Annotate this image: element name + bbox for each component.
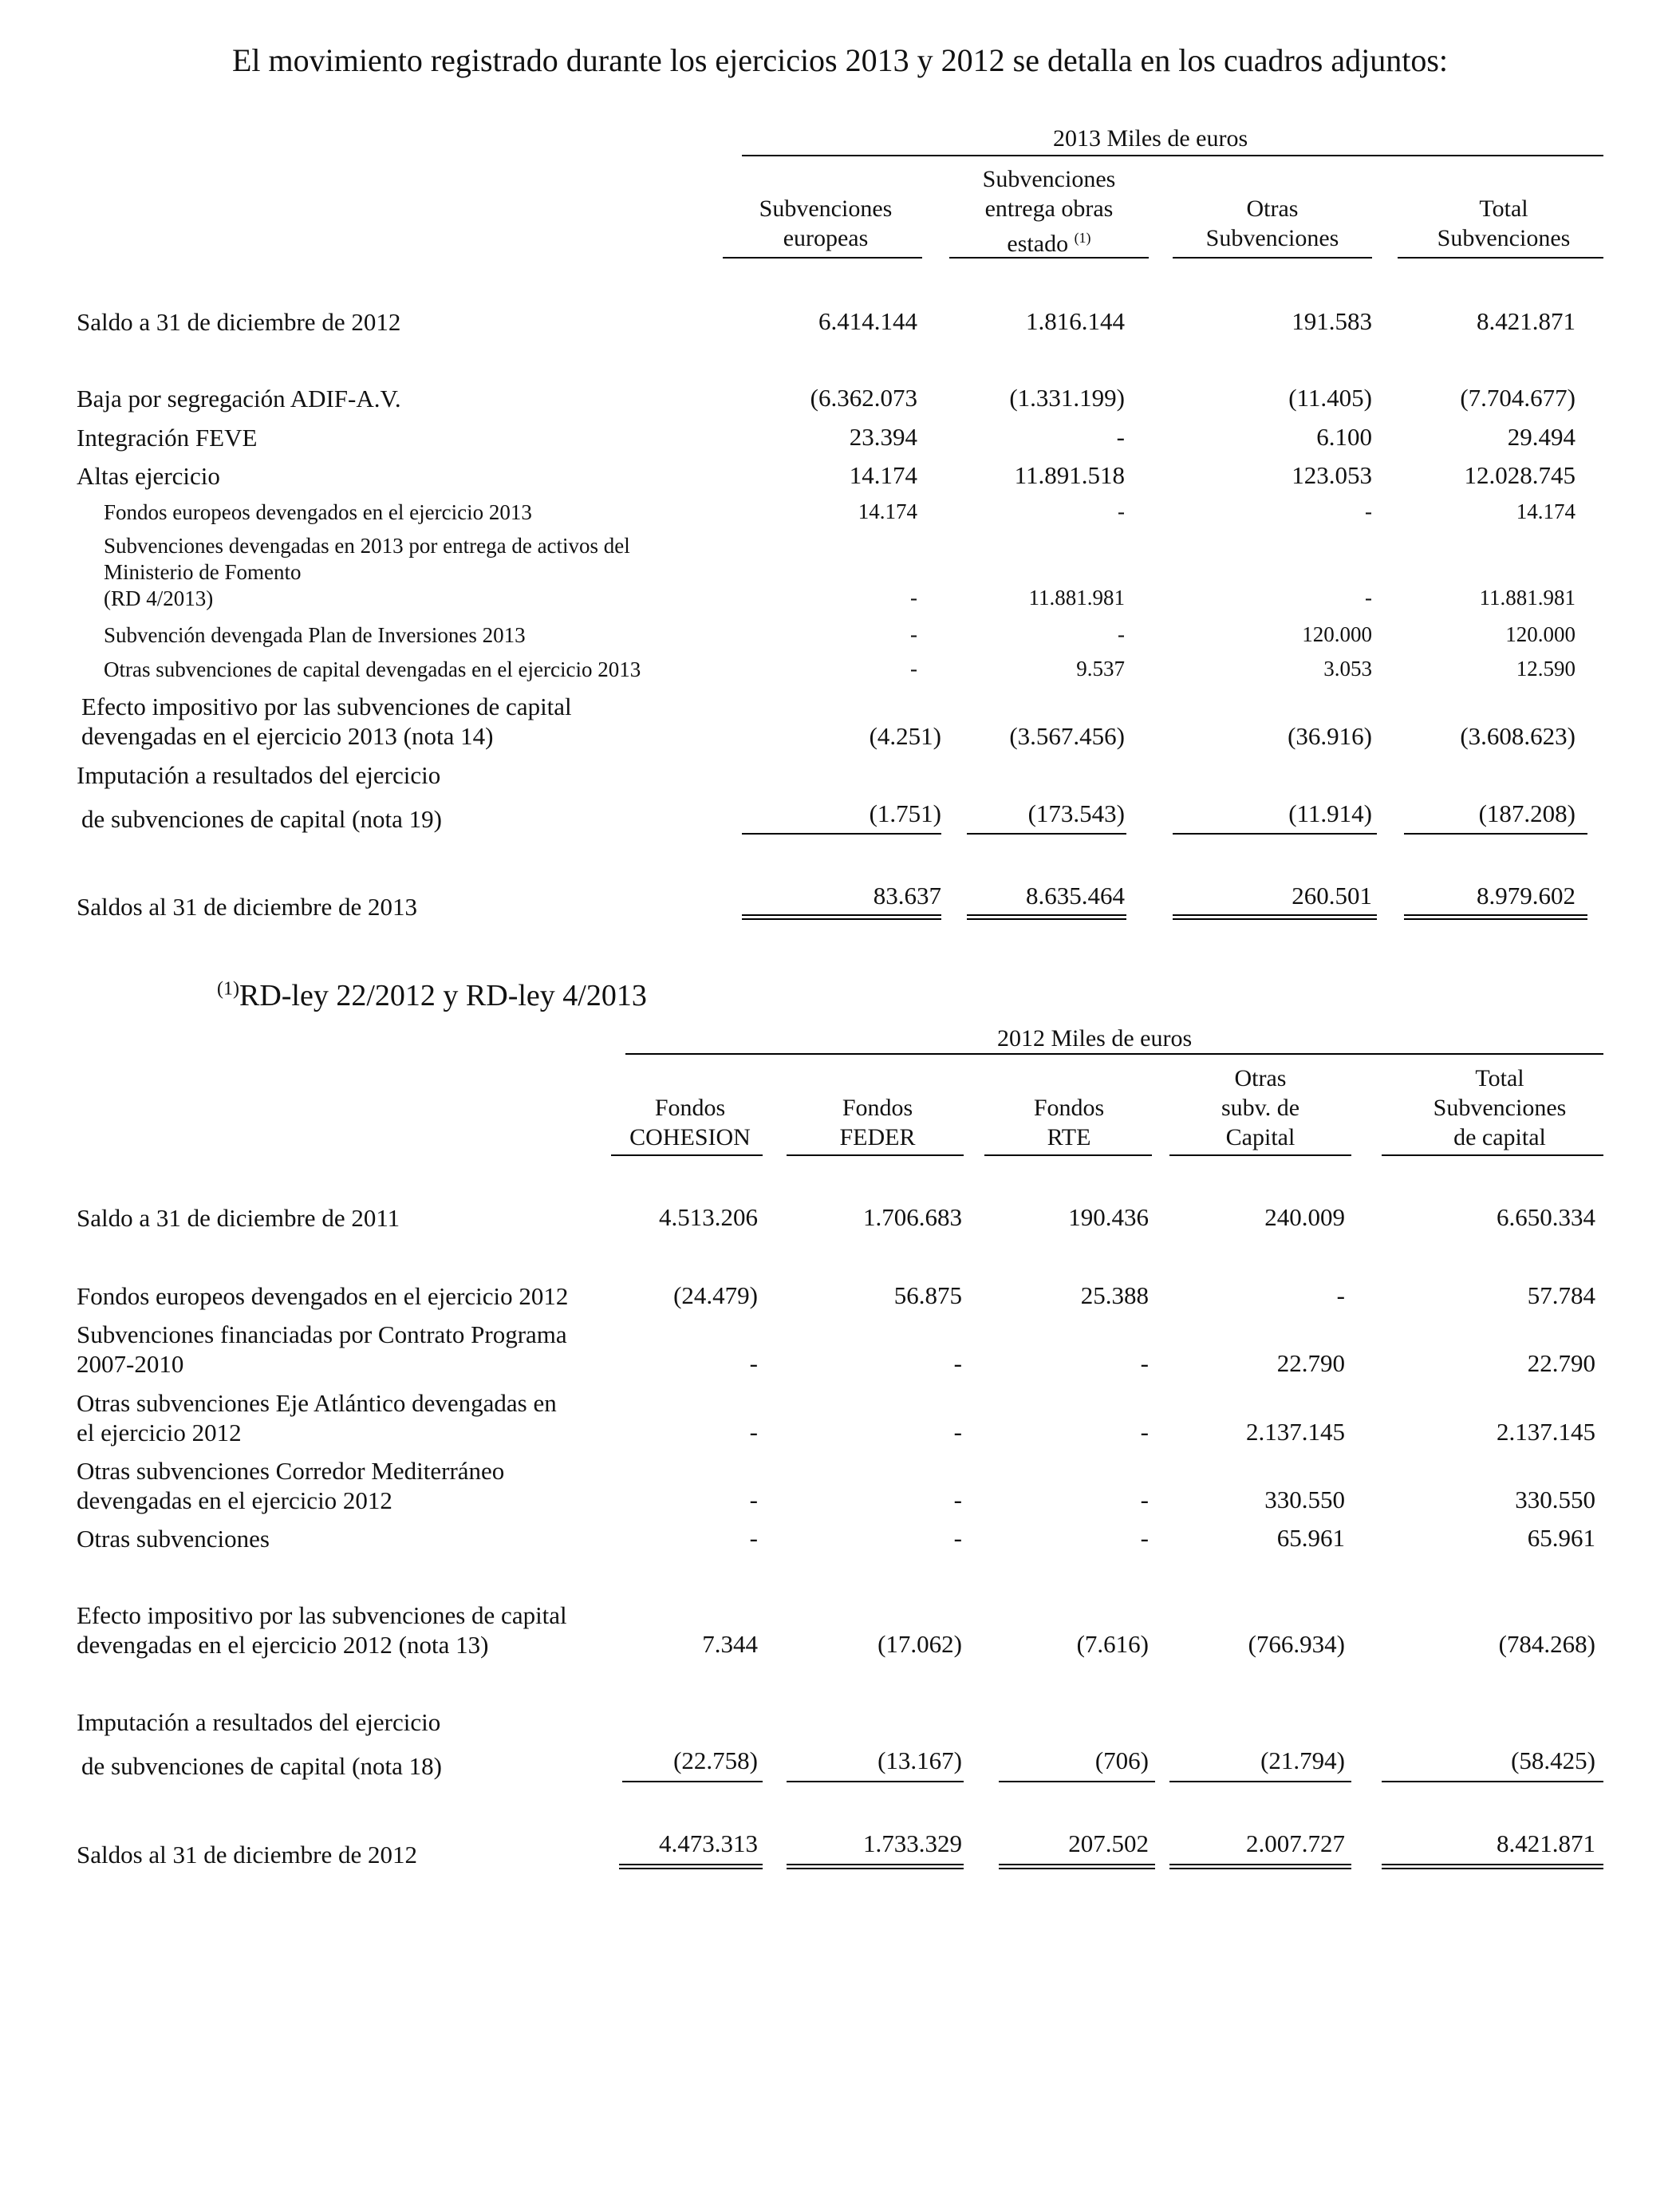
t2013-cell: 11.881.981 [1028, 586, 1125, 610]
t2013-cell: 1.816.144 [1026, 307, 1125, 335]
t2013-subtotal-rule [742, 833, 941, 835]
t2012-cell: - [1140, 1486, 1149, 1513]
t2012-cell: - [749, 1418, 758, 1446]
t2012-cell: (13.167) [877, 1746, 962, 1774]
t2013-cell: (11.914) [1288, 799, 1372, 827]
t2012-row-label-saldo-2011: Saldo a 31 de diciembre de 2011 [77, 1204, 400, 1232]
t2012-cell: 65.961 [1276, 1524, 1345, 1552]
t2012-cell: 1.706.683 [863, 1203, 962, 1231]
t2012-cell: 2.137.145 [1497, 1418, 1595, 1446]
t2012-cell: 2.137.145 [1246, 1418, 1345, 1446]
t2013-cell: 12.590 [1516, 657, 1575, 681]
t2013-cell: 120.000 [1302, 622, 1372, 646]
t2012-cell: - [749, 1349, 758, 1377]
t2012-row-label-otras-subvenciones: Otras subvenciones [77, 1525, 270, 1553]
t2012-cell: - [953, 1486, 962, 1513]
t2013-cell: (173.543) [1027, 799, 1125, 827]
t2012-cell: - [1336, 1281, 1345, 1309]
t2013-row-label-plan-inversiones: Subvención devengada Plan de Inversiones 2013 [104, 623, 526, 647]
t2012-subtotal-rule [622, 1781, 763, 1782]
intro-text: El movimiento registrado durante los ejercicios 2013 y 2012 se detalla en los cuadros adjuntos: [231, 42, 1449, 78]
t2013-row-label-fondos-europeos-2013: Fondos europeos devengados en el ejercicio 2013 [104, 500, 532, 524]
t2013-total-double-rule [967, 914, 1126, 920]
t2013-cell: 8.635.464 [1026, 882, 1125, 910]
t2013-cell: 23.394 [849, 423, 917, 451]
t2012-cell: 56.875 [893, 1281, 962, 1309]
footnote: $^{(1)}$RD-ley 22/2012 y RD-ley 4/2013 [217, 978, 647, 1012]
t2013-cell: 83.637 [873, 882, 941, 910]
t2012-cell: 4.513.206 [659, 1203, 758, 1231]
t2013-cell: 12.028.745 [1464, 461, 1575, 489]
table-2012-title: 2012 Miles de euros [997, 1025, 1193, 1052]
t2012-cell: 330.550 [1515, 1486, 1595, 1513]
t2012-cell: (706) [1094, 1746, 1149, 1774]
t2012-cell: (766.934) [1248, 1630, 1345, 1658]
t2012-row-label-fondos-europeos-2012: Fondos europeos devengados en el ejercicio 2012 [77, 1282, 569, 1310]
t2013-row-label-imputacion-2: de subvenciones de capital (nota 19) [81, 805, 442, 833]
t2013-cell: 29.494 [1507, 423, 1575, 451]
t2012-row-label-saldos-2012: Saldos al 31 de diciembre de 2012 [77, 1841, 418, 1869]
t2013-cell: - [1118, 622, 1125, 646]
t2013-cell: - [1365, 499, 1372, 523]
t2012-cell: 2.007.727 [1246, 1829, 1345, 1857]
t2013-cell: 14.174 [1516, 499, 1575, 523]
t2012-row-label-imputacion-2: de subvenciones de capital (nota 18) [81, 1752, 442, 1780]
t2013-row-label-altas-ejercicio: Altas ejercicio [77, 462, 220, 490]
t2013-total-double-rule [1404, 914, 1587, 920]
t2013-row-label-imputacion-1: Imputación a resultados del ejercicio [77, 761, 441, 789]
t2013-cell: 11.891.518 [1014, 461, 1125, 489]
t2013-subtotal-rule [1173, 833, 1377, 835]
t2013-row-label-saldo-2012: Saldo a 31 de diciembre de 2012 [77, 308, 401, 336]
t2012-subtotal-rule [1169, 1781, 1351, 1782]
t2012-cell: - [749, 1486, 758, 1513]
t2012-cell: 22.790 [1276, 1349, 1345, 1377]
t2012-cell: 4.473.313 [659, 1829, 758, 1857]
t2013-cell: (6.362.073 [810, 384, 917, 412]
t2013-col-header-total-subvenciones: Total Subvenciones [1437, 195, 1571, 251]
t2012-cell: (21.794) [1260, 1746, 1345, 1774]
t2013-subtotal-rule [967, 833, 1126, 835]
t2013-cell: (11.405) [1288, 384, 1372, 412]
t2012-col-rule [1169, 1154, 1351, 1156]
t2013-cell: (36.916) [1288, 722, 1372, 750]
t2012-cell: (7.616) [1076, 1630, 1149, 1658]
t2012-col-header-otras-subv-capital: Otras subv. de Capital [1221, 1065, 1300, 1150]
t2013-total-double-rule [742, 914, 941, 920]
t2013-cell: (187.208) [1478, 799, 1575, 827]
t2012-row-label-corredor-mediterraneo: Otras subvenciones Corredor Mediterráneo devengadas en el ejercicio 2012 [77, 1457, 505, 1514]
t2013-cell: (1.331.199) [1009, 384, 1125, 412]
t2012-row-label-eje-atlantico: Otras subvenciones Eje Atlántico devengadas en el ejercicio 2012 [77, 1389, 557, 1446]
t2013-cell: - [910, 622, 917, 646]
t2012-col-rule [984, 1154, 1152, 1156]
t2012-row-label-imputacion-1: Imputación a resultados del ejercicio [77, 1708, 441, 1736]
t2012-total-double-rule [999, 1864, 1155, 1869]
table-2013-title-rule [742, 155, 1603, 156]
t2013-cell: (1.751) [869, 799, 941, 827]
t2012-cell: - [1140, 1418, 1149, 1446]
t2013-col-header-subvenciones-europeas: Subvenciones europeas [759, 195, 893, 251]
t2012-col-header-fondos-rte: Fondos RTE [1033, 1095, 1105, 1150]
t2012-subtotal-rule [1382, 1781, 1603, 1782]
t2012-col-rule [611, 1154, 763, 1156]
t2013-row-label-efecto-impositivo: Efecto impositivo por las subvenciones de capital devengadas en el ejercicio 2013 (nota 14) [81, 693, 572, 750]
t2013-subtotal-rule [1404, 833, 1587, 835]
t2012-cell: (22.758) [673, 1746, 758, 1774]
t2012-cell: 25.388 [1080, 1281, 1149, 1309]
t2013-cell: 120.000 [1505, 622, 1575, 646]
t2012-row-label-contrato-programa: Subvenciones financiadas por Contrato Programa 2007-2010 [77, 1320, 567, 1378]
t2012-total-double-rule [1169, 1864, 1351, 1869]
t2012-cell: 1.733.329 [863, 1829, 962, 1857]
t2012-cell: (24.479) [673, 1281, 758, 1309]
t2012-row-label-efecto-impositivo: Efecto impositivo por las subvenciones de capital devengadas en el ejercicio 2012 (nota 13) [77, 1601, 567, 1659]
t2013-col-rule [723, 257, 922, 258]
t2013-col-rule [949, 257, 1149, 258]
t2012-cell: (58.425) [1511, 1746, 1595, 1774]
t2012-cell: 240.009 [1264, 1203, 1345, 1231]
t2012-cell: - [953, 1349, 962, 1377]
t2013-cell: 191.583 [1292, 307, 1372, 335]
t2012-subtotal-rule [999, 1781, 1155, 1782]
t2013-row-label-saldos-2013: Saldos al 31 de diciembre de 2013 [77, 893, 418, 921]
t2013-cell: (4.251) [869, 722, 941, 750]
t2012-col-header-fondos-feder: Fondos FEDER [839, 1095, 916, 1150]
t2013-cell: 8.979.602 [1477, 882, 1575, 910]
t2012-cell: 6.650.334 [1497, 1203, 1595, 1231]
t2012-cell: 207.502 [1068, 1829, 1149, 1857]
t2012-cell: - [1140, 1349, 1149, 1377]
t2012-cell: 65.961 [1527, 1524, 1595, 1552]
t2012-col-rule [1382, 1154, 1603, 1156]
t2012-cell: (784.268) [1498, 1630, 1595, 1658]
t2012-total-double-rule [1382, 1864, 1603, 1869]
t2012-cell: (17.062) [877, 1630, 962, 1658]
t2013-cell: 8.421.871 [1477, 307, 1575, 335]
t2012-cell: - [1140, 1524, 1149, 1552]
t2013-cell: 123.053 [1292, 461, 1372, 489]
t2012-col-rule [787, 1154, 964, 1156]
t2012-cell: 8.421.871 [1497, 1829, 1595, 1857]
t2012-cell: 7.344 [702, 1630, 758, 1658]
t2013-row-label-subvenciones-entrega-activos: Subvenciones devengadas en 2013 por entrega de activos del Ministerio de Fomento (RD 4/2013) [104, 534, 630, 610]
t2012-col-header-total-subvenciones-capital: Total Subvenciones de capital [1433, 1065, 1567, 1150]
t2013-row-label-otras-subvenciones-capital: Otras subvenciones de capital devengadas en el ejercicio 2013 [104, 657, 641, 681]
t2012-cell: 190.436 [1068, 1203, 1149, 1231]
t2012-cell: 57.784 [1527, 1281, 1595, 1309]
t2013-cell: 14.174 [858, 499, 917, 523]
t2013-cell: 11.881.981 [1479, 586, 1575, 610]
t2013-cell: 14.174 [849, 461, 917, 489]
t2013-cell: 260.501 [1292, 882, 1372, 910]
t2013-col-header-otras-subvenciones: Otras Subvenciones [1205, 195, 1339, 251]
t2013-cell: 6.414.144 [818, 307, 917, 335]
t2013-cell: (3.567.456) [1009, 722, 1125, 750]
t2013-col-rule [1398, 257, 1603, 258]
t2013-cell: (7.704.677) [1460, 384, 1575, 412]
t2013-cell: - [910, 586, 917, 610]
t2012-cell: 22.790 [1527, 1349, 1595, 1377]
t2012-total-double-rule [619, 1864, 763, 1869]
t2013-cell: - [1118, 499, 1125, 523]
t2013-col-rule [1173, 257, 1372, 258]
table-2012-title-rule [625, 1053, 1603, 1055]
t2013-cell: 9.537 [1076, 657, 1125, 681]
t2013-cell: (3.608.623) [1460, 722, 1575, 750]
t2012-cell: - [953, 1418, 962, 1446]
t2013-cell: 6.100 [1316, 423, 1372, 451]
t2012-col-header-fondos-cohesion: Fondos COHESION [629, 1095, 751, 1150]
t2013-total-double-rule [1173, 914, 1377, 920]
t2013-row-label-baja-segregacion: Baja por segregación ADIF-A.V. [77, 385, 401, 412]
table-2013-title: 2013 Miles de euros [1053, 125, 1248, 152]
t2013-row-label-integracion-feve: Integración FEVE [77, 424, 258, 452]
t2013-col-header-subvenciones-entrega-obras: Subvenciones entrega obras estado $^{(1)}$ [982, 166, 1116, 257]
t2012-subtotal-rule [787, 1781, 964, 1782]
t2012-cell: - [953, 1524, 962, 1552]
t2013-cell: 3.053 [1323, 657, 1372, 681]
t2013-cell: - [1365, 586, 1372, 610]
t2013-cell: - [910, 657, 917, 681]
t2013-cell: - [1116, 423, 1125, 451]
t2012-cell: 330.550 [1264, 1486, 1345, 1513]
t2012-cell: - [749, 1524, 758, 1552]
t2012-total-double-rule [787, 1864, 964, 1869]
